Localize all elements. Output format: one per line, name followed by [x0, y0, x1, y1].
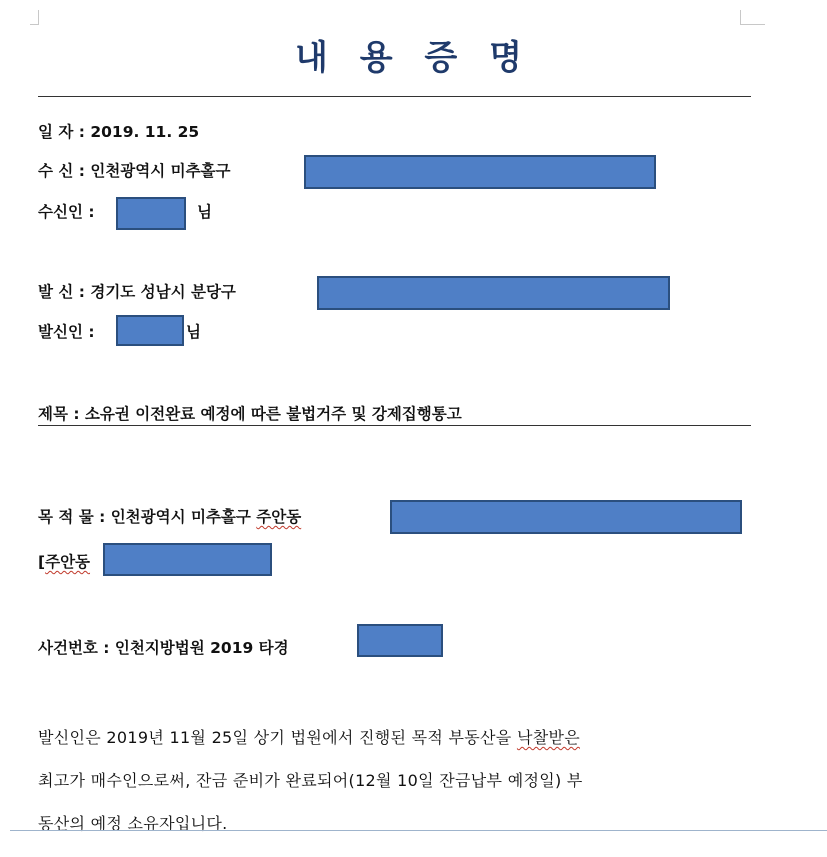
case-number-row: [38, 638, 289, 658]
object-label: 목 적 물 :: [38, 508, 111, 526]
sender-label: 발 신 :: [38, 283, 91, 301]
recipient-honorific: 님: [197, 203, 212, 221]
body-line-3: 동산의 예정 소유자입니다.: [38, 814, 228, 833]
page-bottom-border: [10, 830, 827, 831]
object-address-2-redaction: [103, 543, 272, 576]
subject-divider: [38, 425, 751, 426]
case-number-value: 인천지방법원 2019 타경: [114, 639, 289, 657]
subject-line: 제목 : 소유권 이전완료 예정에 따른 불법거주 및 강제집행통고: [38, 405, 462, 423]
recipient-person-label: 수신인 :: [38, 203, 95, 221]
case-number-redaction: [357, 624, 443, 657]
date-label: 일 자 :: [38, 123, 91, 141]
object-row-2: [38, 552, 90, 572]
object-bracket: [: [38, 553, 46, 571]
object-address-redaction: [390, 500, 742, 534]
object-row: [38, 507, 301, 527]
title-divider: [38, 96, 751, 97]
recipient-address-redaction: [304, 155, 656, 189]
date-value: 2019. 11. 25: [90, 123, 200, 141]
object-address-2: 주안동: [45, 553, 91, 571]
sender-person-label: 발신인 :: [38, 323, 95, 341]
recipient-person-row: [38, 202, 95, 222]
recipient-name-redaction: [116, 197, 186, 230]
recipient-label: 수 신 :: [38, 162, 91, 180]
document-title: 내 용 증 명: [295, 38, 532, 78]
recipient-row: [38, 161, 231, 181]
sender-person-row: [38, 322, 95, 342]
body-line-2: 최고가 매수인으로써, 잔금 준비가 완료되어(12월 10일 잔금납부 예정일) 부: [38, 771, 583, 790]
case-number-label: 사건번호 :: [38, 639, 115, 657]
body-line-1-text: 발신인은 2019년 11월 25일 상기 법원에서 진행된 목적 부동산을: [38, 728, 517, 747]
sender-name-redaction: [116, 315, 184, 346]
sender-honorific: 님: [186, 323, 201, 341]
body-line-1-highlight: 낙찰받은: [516, 728, 580, 747]
page-corner-mark-top-left: [30, 10, 39, 25]
object-address: 인천광역시 미추홀구: [110, 508, 257, 526]
sender-row: [38, 282, 236, 302]
sender-address-redaction: [317, 276, 670, 310]
recipient-address: 인천광역시 미추홀구: [90, 162, 231, 180]
body-line-1: [38, 725, 743, 748]
page-corner-mark-top-right: [740, 10, 765, 25]
object-address-dong: 주안동: [256, 508, 302, 526]
sender-address: 경기도 성남시 분당구: [90, 283, 236, 301]
date-row: [38, 122, 199, 142]
